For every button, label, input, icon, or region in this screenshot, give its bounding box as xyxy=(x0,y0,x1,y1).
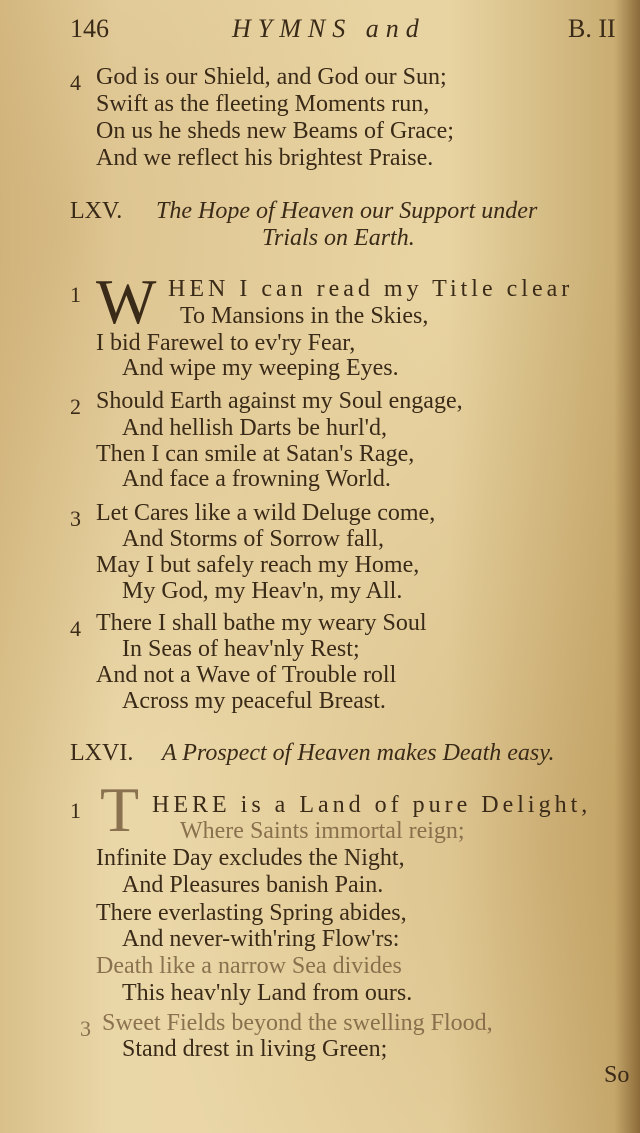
page-number: 146 xyxy=(70,14,109,43)
verse-line: Across my peaceful Breast. xyxy=(122,688,386,714)
verse-line: There everlasting Spring abides, xyxy=(96,900,407,926)
verse-line: Where Saints immortal reign; xyxy=(180,818,465,844)
verse-line: Infinite Day excludes the Night, xyxy=(96,845,405,871)
verse-line: HERE is a Land of pure Delight, xyxy=(152,792,592,818)
hymn-title: A Prospect of Heaven makes Death easy. xyxy=(162,740,555,766)
verse-line: Death like a narrow Sea divides xyxy=(96,953,402,979)
running-header xyxy=(0,12,640,48)
verse-line: And never-with'ring Flow'rs: xyxy=(122,926,400,952)
verse-line: And hellish Darts be hurl'd, xyxy=(122,415,387,441)
running-title: HYMNS and xyxy=(232,14,426,43)
verse-line: Let Cares like a wild Deluge come, xyxy=(96,500,436,526)
book-marker: B. II xyxy=(568,14,616,43)
hymn-number: LXV. xyxy=(70,198,123,224)
drop-cap: T xyxy=(100,774,140,845)
verse-line: On us he sheds new Beams of Grace; xyxy=(96,118,454,144)
stanza-number: 3 xyxy=(80,1016,91,1041)
verse-line: And Pleasures banish Pain. xyxy=(122,872,384,898)
catchword: So xyxy=(604,1062,630,1088)
stanza-number: 3 xyxy=(70,506,81,531)
verse-line: God is our Shield, and God our Sun; xyxy=(96,64,447,90)
stanza-number: 4 xyxy=(70,616,81,641)
hymn-title-continued: Trials on Earth. xyxy=(262,225,415,251)
verse-line: My God, my Heav'n, my All. xyxy=(122,578,403,604)
verse-line: Sweet Fields beyond the swelling Flood, xyxy=(102,1010,493,1036)
verse-line: May I but safely reach my Home, xyxy=(96,552,420,578)
verse-line: In Seas of heav'nly Rest; xyxy=(122,636,360,662)
verse-line: HEN I can read my Title clear xyxy=(168,276,574,302)
verse-line: And Storms of Sorrow fall, xyxy=(122,526,384,552)
hymn-number: LXVI. xyxy=(70,740,134,766)
verse-line: And wipe my weeping Eyes. xyxy=(122,355,399,381)
verse-line: Swift as the fleeting Moments run, xyxy=(96,91,430,117)
stanza-number: 4 xyxy=(70,70,81,95)
verse-line: And not a Wave of Trouble roll xyxy=(96,662,397,688)
verse-line: And face a frowning World. xyxy=(122,466,391,492)
stanza-number: 1 xyxy=(70,798,81,823)
verse-line: I bid Farewel to ev'ry Fear, xyxy=(96,330,356,356)
verse-line: To Mansions in the Skies, xyxy=(180,303,429,329)
verse-line: Should Earth against my Soul engage, xyxy=(96,388,463,414)
verse-line: Stand drest in living Green; xyxy=(122,1036,388,1062)
verse-line: This heav'nly Land from ours. xyxy=(122,980,413,1006)
verse-line: And we reflect his brightest Praise. xyxy=(96,145,434,171)
stanza-number: 2 xyxy=(70,394,81,419)
drop-cap: W xyxy=(96,266,157,337)
hymn-title: The Hope of Heaven our Support under xyxy=(156,198,538,224)
verse-line: There I shall bathe my weary Soul xyxy=(96,610,427,636)
verse-line: Then I can smile at Satan's Rage, xyxy=(96,441,415,467)
stanza-number: 1 xyxy=(70,282,81,307)
